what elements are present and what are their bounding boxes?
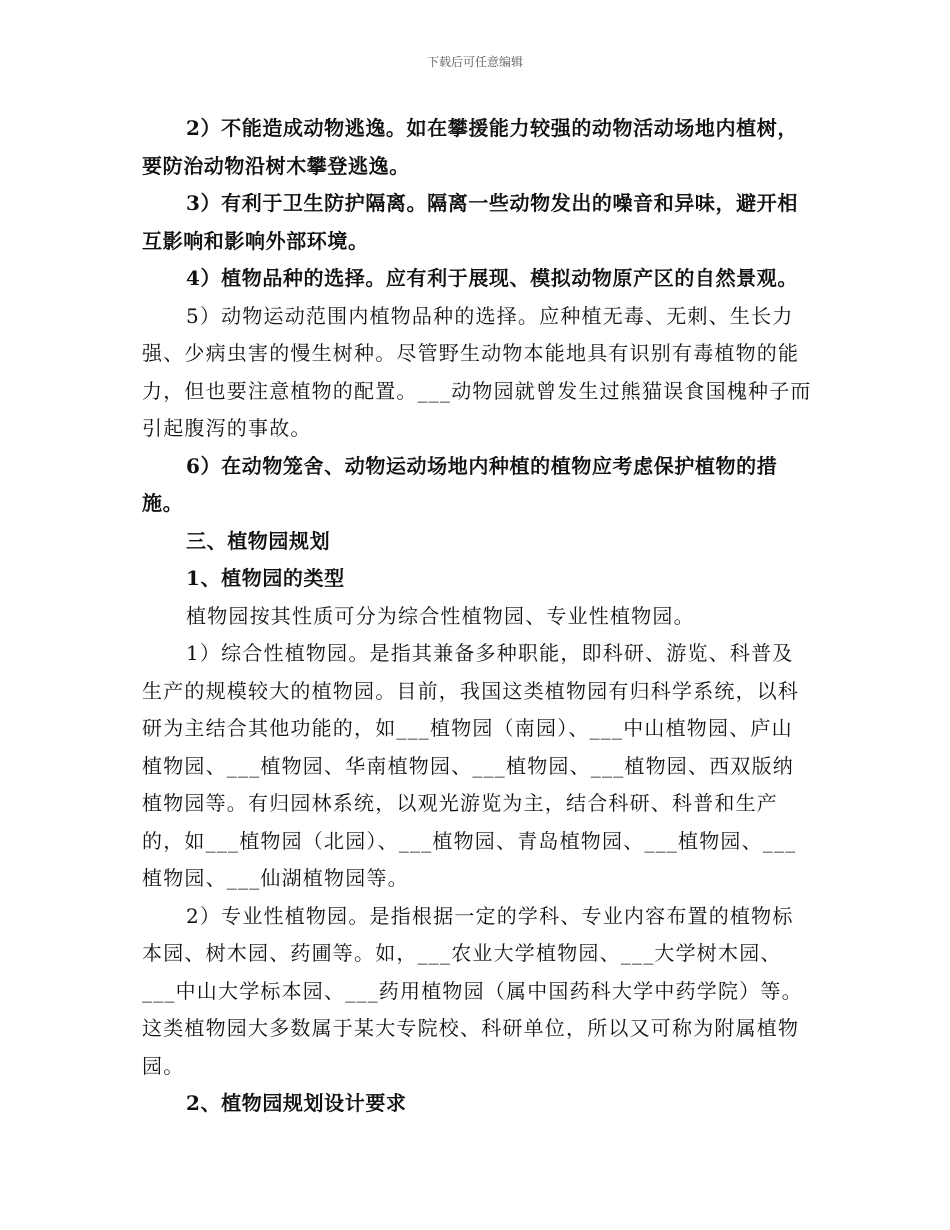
paragraph-6: 植物园按其性质可分为综合性植物园、专业性植物园。: [186, 603, 695, 628]
paragraph-5: 6）在动物笼舍、动物运动场地内种植的植物应考虑保护植物的措施。: [142, 453, 778, 515]
paragraph-8: 2）专业性植物园。是指根据一定的学科、专业内容布置的植物标本园、树木园、药圃等。如，___农业大学植物园、___大学树木园、___中山大学标本园、___药用植物园（属中国药科大学中药学院）等。这类植物园大多数属于某大专院校、科研单位，所以又可称为附属植物园。: [142, 903, 803, 1078]
subsection-heading-1: 1、植物园的类型: [186, 566, 345, 590]
paragraph-7: 1）综合性植物园。是指其兼备多种职能，即科研、游览、科普及生产的规模较大的植物园。目前，我国这类植物园有归科学系统，以科研为主结合其他功能的，如___植物园（南园）、___中山植物园、庐山植物园、___植物园、华南植物园、___植物园、___植物园、西双版纳植物园等。有归园林系统，以观光游览为主，结合科研、科普和生产的，如___植物园（北园）、___植物园、青岛植物园、___植物园、___植物园、___仙湖植物园等。: [142, 641, 800, 890]
paragraph-4: 5）动物运动范围内植物品种的选择。应种植无毒、无刺、生长力强、少病虫害的慢生树种。尽管野生动物本能地具有识别有毒植物的能力，但也要注意植物的配置。___动物园就曾发生过熊猫误食国槐种子而引起腹泻的事故。: [142, 303, 812, 440]
document-body: [142, 110, 812, 1123]
paragraph-3: 4）植物品种的选择。应有利于展现、模拟动物原产区的自然景观。: [186, 266, 798, 290]
section-heading: 三、植物园规划: [186, 528, 331, 553]
page-header: 下载后可任意编辑: [426, 55, 523, 69]
subsection-heading-2: 2、植物园规划设计要求: [186, 1091, 407, 1115]
paragraph-1: 2）不能造成动物逃逸。如在攀援能力较强的动物活动场地内植树，要防治动物沿树木攀登逃逸。: [142, 116, 798, 178]
paragraph-2: 3）有利于卫生防护隔离。隔离一些动物发出的噪音和异味，避开相互影响和影响外部环境。: [142, 191, 798, 253]
